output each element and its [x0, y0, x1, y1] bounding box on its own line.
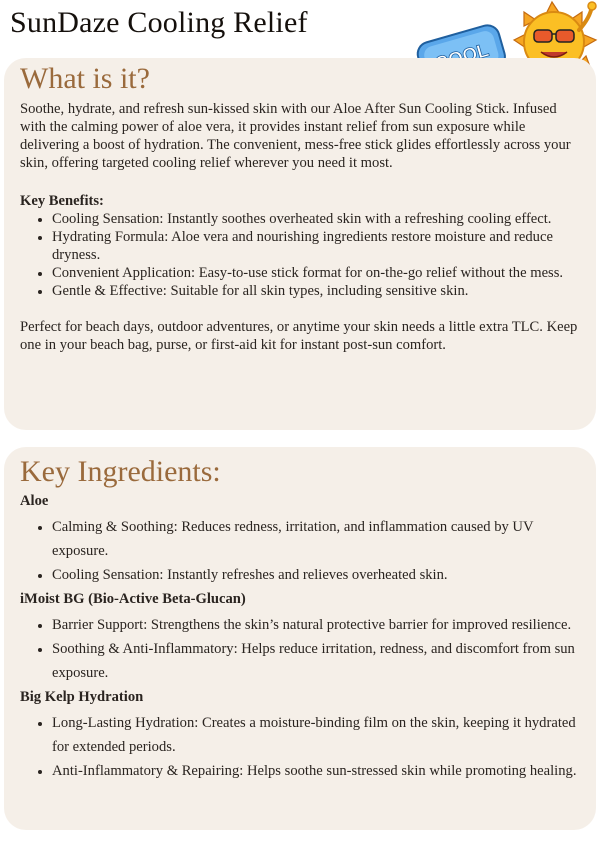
ingredients-heading: Key Ingredients: — [20, 455, 221, 488]
ingredient-list — [20, 711, 582, 783]
ingredient-item: • Long-Lasting Hydration: Creates a moisture-binding film on the skin, keeping it hydrated for extended periods. — [52, 711, 582, 759]
what-heading: What is it? — [20, 62, 150, 95]
benefits-list — [20, 210, 582, 300]
ingredient-name: Aloe — [20, 493, 49, 509]
ingredient-list — [20, 613, 582, 685]
page-title: SunDaze Cooling Relief — [10, 6, 308, 39]
benefit-item: • Gentle & Effective: Suitable for all skin types, including sensitive skin. — [52, 282, 582, 300]
ingredient-item: • Barrier Support: Strengthens the skin’s natural protective barrier for improved resilience. — [52, 613, 582, 637]
ingredient-name: iMoist BG (Bio-Active Beta-Glucan) — [20, 591, 246, 607]
ingredient-list — [20, 515, 582, 587]
intro-paragraph: Soothe, hydrate, and refresh sun-kissed skin with our Aloe After Sun Cooling Stick. Infused with the calming power of aloe vera, it provides instant relief from sun exposure while delivering a boost of hydration. The convenient, mess-free stick glides effortlessly across your skin, offering targeted cooling relief wherever you need it most. — [20, 101, 571, 171]
ingredient-item: • Anti-Inflammatory & Repairing: Helps soothe sun-stressed skin while promoting healing. — [52, 759, 582, 783]
benefit-item: • Cooling Sensation: Instantly soothes overheated skin with a refreshing cooling effect. — [52, 210, 582, 228]
what-is-it-card — [4, 58, 596, 430]
ingredient-item: • Calming & Soothing: Reduces redness, irritation, and inflammation caused by UV exposure. — [52, 515, 582, 563]
key-ingredients-card — [4, 447, 596, 830]
benefits-heading: Key Benefits: — [20, 193, 104, 209]
ingredient-name: Big Kelp Hydration — [20, 689, 144, 705]
outro-paragraph: Perfect for beach days, outdoor adventures, or anytime your skin needs a little extra TLC. Keep one in your beach bag, purse, or first-aid kit for instant post-sun comfort. — [20, 319, 578, 353]
benefit-item: • Convenient Application: Easy-to-use stick format for on-the-go relief without the mess. — [52, 264, 582, 282]
ingredient-item: • Soothing & Anti-Inflammatory: Helps reduce irritation, redness, and discomfort from sun exposure. — [52, 637, 582, 685]
ingredient-item: • Cooling Sensation: Instantly refreshes and relieves overheated skin. — [52, 563, 582, 587]
benefit-item: • Hydrating Formula: Aloe vera and nourishing ingredients restore moisture and reduce dryness. — [52, 228, 582, 264]
